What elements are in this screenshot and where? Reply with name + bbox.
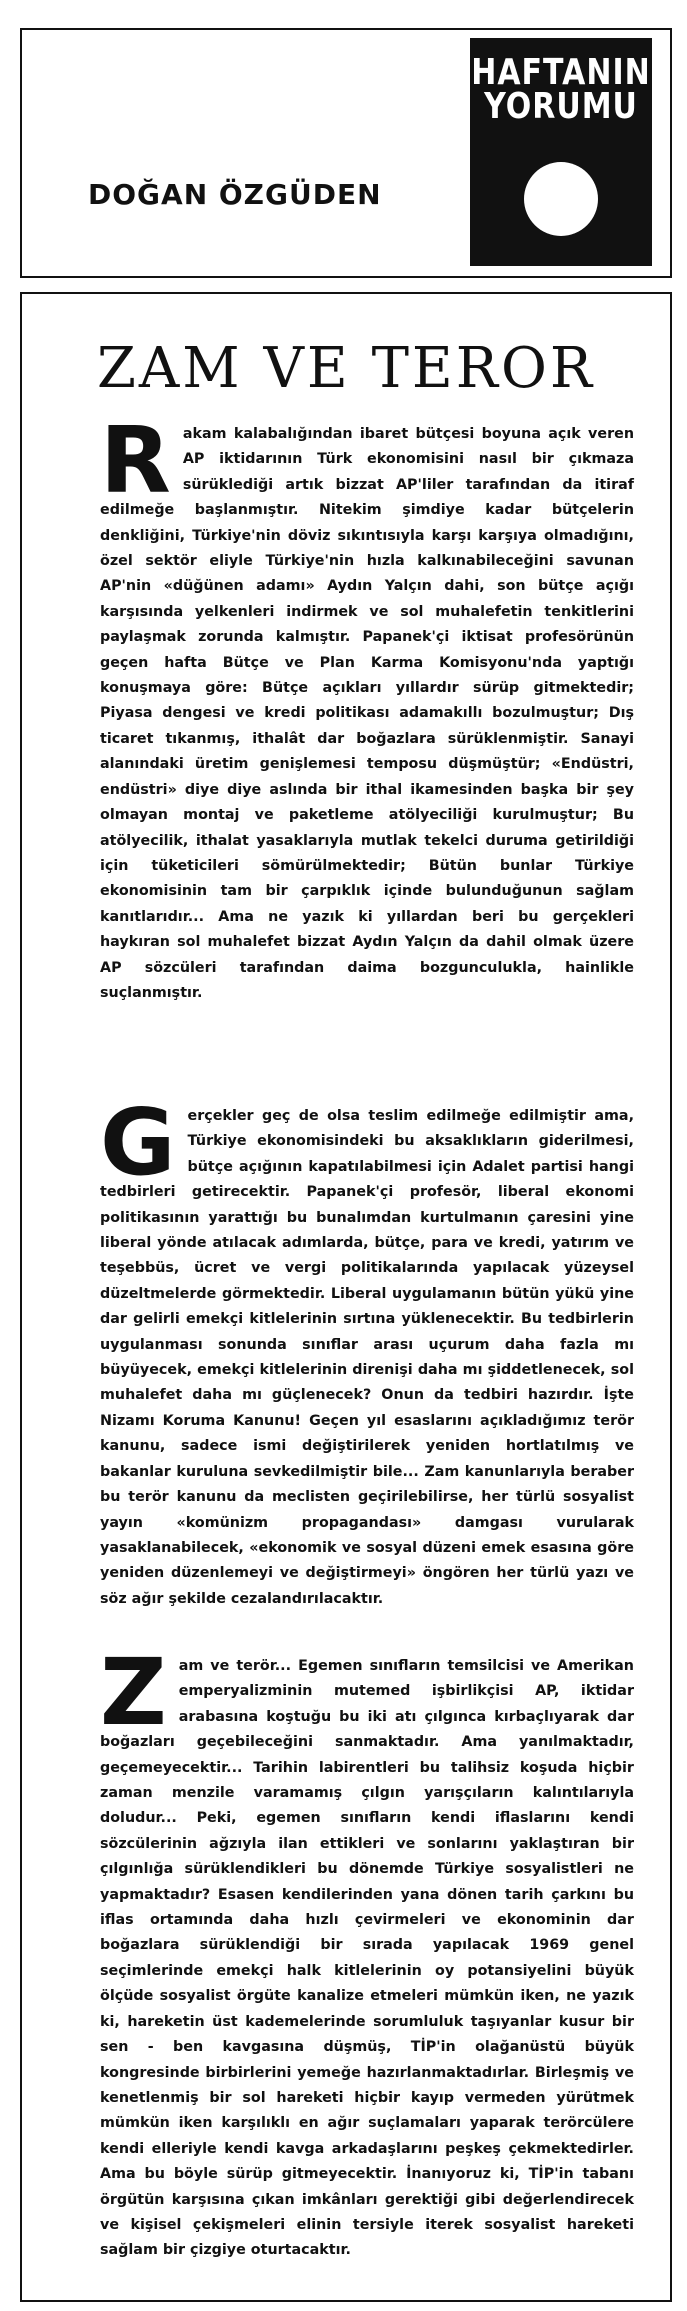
paragraph-1-text: akam kalabalığından ibaret bütçesi boyuna açık veren AP iktidarının Türk ekonomisini nasıl bir çıkmaza sürüklediği artık bizzat AP'liler tarafından da itiraf edilmeğe başlanmıştır. Nitekim şimdiye kadar bütçelerin denkliğini, Türkiye'nin döviz sıkıntısıyla karşı karşıya olmadığını, özel sektör eliyle Türkiye'nin hızla kalkınabileceğini savunan AP'nin «düğünen adamı» Aydın Yalçın dahi, son bütçe açığı karşısında yelkenleri indirmek ve sol muhalefetin tenkitlerini paylaşmak zorunda kalmıştır. Papanek'çi iktisat profesörünün geçen hafta Bütçe ve Plan Karma Komisyonu'nda yaptığı konuşmaya göre: Bütçe açıkları yıllardır sürüp gitmektedir; Piyasa dengesi ve kredi politikası adamakıllı bozulmuştur; Dış ticaret tıkanmış, ithalât dar boğazlara sürüklenmiştir. Sanayi alanındaki üretim genişlemesi temposu düşmüştür; «Endüstri, endüstri» diye diye aslında bir ithal ikamesinden başka bir şey olmayan montaj ve paketleme atölyeciliği kurulmuştur; Bu atölyecilik, ithalat yasaklarıyla mutlak tekelci duruma getirildiği için tüketicileri sömürülmektedir; Bütün bunlar Türkiye ekonomisinin tam bir çarpıklık içinde bulunduğunun sağlam kanıtlarıdır... Ama ne yazık ki yıllardan beri bu gerçekleri haykıran sol muhalefet bizzat Aydın Yalçın da dahil olmak üzere AP sözcüleri tarafından daima bozgunculukla, hainlikle suçlanmıştır.: [100, 426, 634, 1001]
dropcap-2: G: [100, 1089, 176, 1196]
logo-line-2: YORUMU: [484, 85, 638, 128]
article-paragraph-1: [100, 407, 634, 1006]
article-paragraph-2: [100, 1089, 634, 1612]
header-box: [20, 28, 672, 278]
logo-circle-icon: [524, 162, 598, 236]
article-box: [20, 292, 672, 2302]
logo-line-1: HAFTANIN: [471, 51, 651, 94]
author-name: DOĞAN ÖZGÜDEN: [88, 178, 382, 211]
paragraph-2-text: erçekler geç de olsa teslim edilmeğe edilmiştir ama, Türkiye ekonomisindeki bu aksaklıkların giderilmesi, bütçe açığının kapatılabilmesi için Adalet partisi hangi tedbirleri getirecektir. Papanek'çi profesör, liberal ekonomi politikasının yarattığı bu bunalımdan kurtulmanın çaresini yine liberal yönde atılacak adımlarda, bütçe, para ve kredi, yatırım ve teşebbüs, ücret ve vergi politikalarında yapılacak yüzeysel düzeltmelerde görmektedir. Liberal uygulamanın bütün yükü yine dar gelirli emekçi kitlelerinin sırtına yüklenecektir. Bu tedbirlerin uygulanması sonunda sınıflar arası uçurum daha fazla mı büyüyecek, emekçi kitlelerinin direnişi daha mı şiddetlenecek, sol muhalefet daha mı güçlenecek? Onun da tedbiri hazırdır. İşte Nizamı Koruma Kanunu! Geçen yıl esaslarını açıkladığımız terör kanunu, sadece ismi değiştirilerek yeniden hortlatılmış ve bakanlar kuruluna sevkedilmiştir bile... Zam kanunlarıyla beraber bu terör kanunu da meclisten geçirilebilirse, her türlü sosyalist yayın «komünizm propagandası» damgası vurularak yasaklanabilecek, «ekonomik ve sosyal düzeni emek esasına göre yeniden düzenlemeyi ve değiştirmeyi» öngören her türlü yazı ve söz ağır şekilde cezalandırılacaktır.: [100, 1108, 634, 1607]
paragraph-3-text: am ve terör... Egemen sınıfların temsilcisi ve Amerikan emperyalizminin mutemed işbirlikçisi AP, iktidar arabasına koştuğu bu iki atı çılgınca kırbaçlıyarak dar boğazları geçebileceğini sanmaktadır. Ama yanılmaktadır, geçemeyecektir... Tarihin labirentleri bu talihsiz koşuda hiçbir zaman menzile varamamış çılgın yarışçıların kalıntılarıyla doludur... Peki, egemen sınıfların kendi iflaslarını kendi sözcülerinin ağzıyla ilan ettikleri ve sonlarını yaklaştıran bir çılgınlığa sürüklendikleri bu dönemde Türkiye sosyalistleri ne yapmaktadır? Esasen kendilerinden yana dönen tarih çarkını bu iflas ortamında daha hızlı çevirmeleri ve ekonominin dar boğazlara sürüklendiği bir sırada yapılacak 1969 genel seçimlerinde emekçi halk kitlelerinin oy potansiyelini büyük ölçüde sosyalist örgüte kanalize etmeleri mümkün iken, ne yazık ki, hareketin üst kademelerinde sorumluluk taşıyanlar kusur bir sen - ben kavgasına düşmüş, TİP'in olağanüstü büyük kongresinde birbirlerini yemeğe hazırlanmaktadırlar. Birleşmiş ve kenetlenmiş bir sol hareketi hiçbir kayıp vermeden yürütmek mümkün iken karşılıklı en ağır suçlamaları yaparak terörcülere kendi elleriyle kendi kavga arkadaşlarını peşkeş çekmektedirler. Ama bu böyle sürüp gitmeyecektir. İnanıyoruz ki, TİP'in tabanı örgütün karşısına çıkan imkânları gerektiği gibi değerlendirecek ve kişisel çekişmeleri elinin tersiyle iterek sosyalist hareketi sağlam bir çizgiye oturtacaktır.: [100, 1658, 634, 2259]
article-paragraph-3: [100, 1639, 634, 2264]
column-logo: [470, 38, 652, 266]
dropcap-1: R: [100, 407, 171, 514]
article-title: ZAM VE TEROR: [96, 336, 596, 401]
dropcap-3: Z: [100, 1639, 167, 1746]
